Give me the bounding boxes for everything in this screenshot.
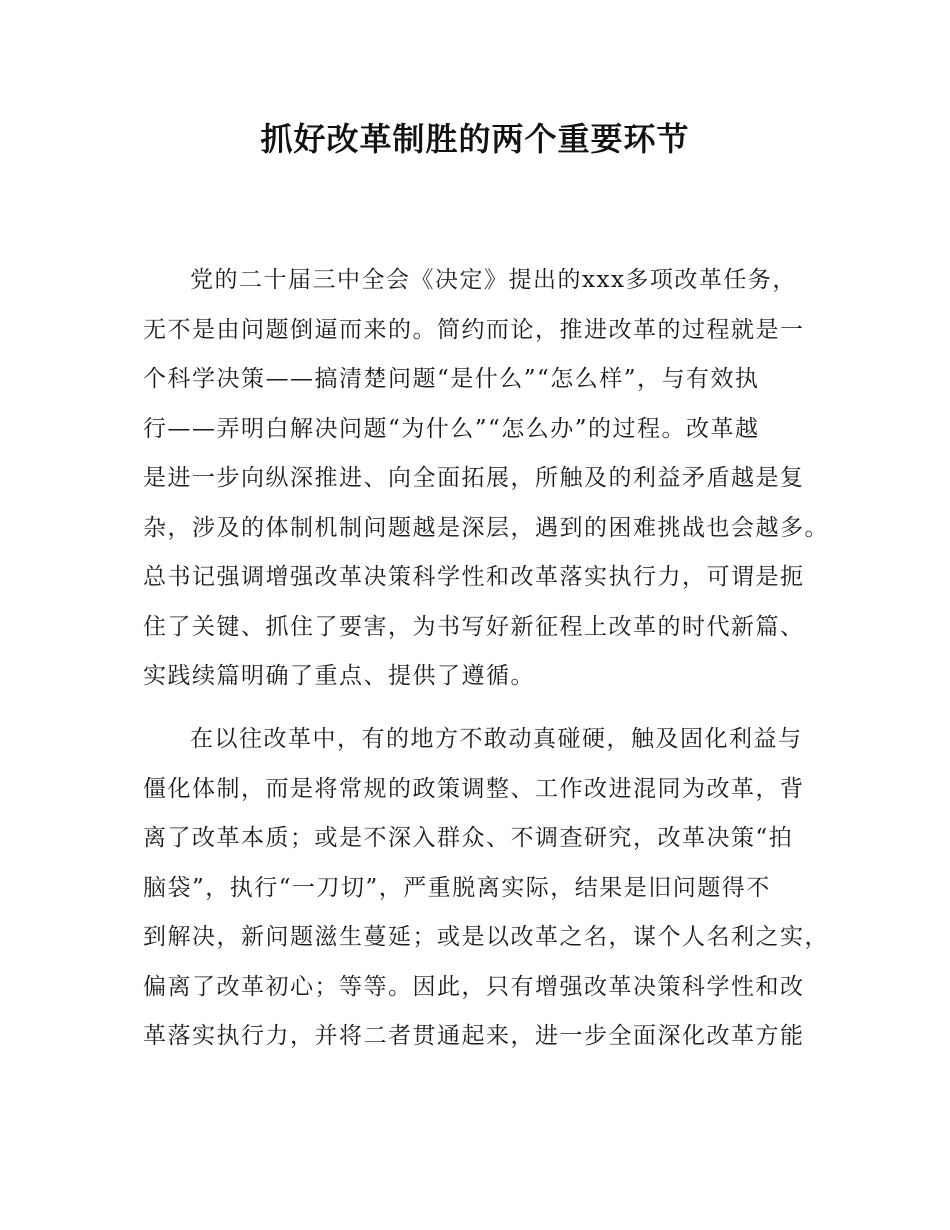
- paragraph-line: 脑袋”，执行“一刀切”，严重脱离实际，结果是旧问题得不: [143, 874, 771, 901]
- paragraph-line: 离了改革本质；或是不深入群众、不调查研究，改革决策“拍: [143, 825, 794, 851]
- paragraph-line: 个科学决策——搞清楚问题“是什么”“怎么样”，与有效执: [143, 366, 760, 392]
- paragraph-1: [143, 256, 833, 702]
- paragraph-line: 在以往改革中，有的地方不敢动真碰硬，触及固化利益与: [190, 726, 803, 752]
- paragraph-line: 革落实执行力，并将二者贯通起来，进一步全面深化改革方能: [143, 1023, 805, 1049]
- paragraph-line: 到解决，新问题滋生蔓延；或是以改革之名，谋个人名利之实，: [143, 924, 829, 950]
- paragraph-line: 无不是由问题倒逼而来的。简约而论，推进改革的过程就是一: [143, 316, 805, 343]
- paragraph-line: 实践续篇明确了重点、提供了遵循。: [143, 663, 535, 689]
- paragraph-line: 党的二十届三中全会《决定》提出的xxx多项改革任务，: [190, 267, 797, 293]
- paragraph-2: [143, 715, 833, 1062]
- paragraph-line: 是进一步向纵深推进、向全面拓展，所触及的利益矛盾越是复: [143, 465, 805, 491]
- document-title: 抓好改革制胜的两个重要环节: [260, 120, 690, 158]
- paragraph-line: 偏离了改革初心；等等。因此，只有增强改革决策科学性和改: [143, 973, 805, 1000]
- paragraph-line: 杂，涉及的体制机制问题越是深层，遇到的困难挑战也会越多。: [143, 514, 829, 541]
- paragraph-line: 僵化体制，而是将常规的政策调整、工作改进混同为改革，背: [143, 775, 805, 802]
- paragraph-line: 住了关键、抓住了要害，为书写好新征程上改革的时代新篇、: [143, 613, 805, 640]
- paragraph-line: 行——弄明白解决问题“为什么”“怎么办”的过程。改革越: [143, 415, 760, 442]
- paragraph-line: 总书记强调增强改革决策科学性和改革落实执行力，可谓是扼: [143, 564, 805, 590]
